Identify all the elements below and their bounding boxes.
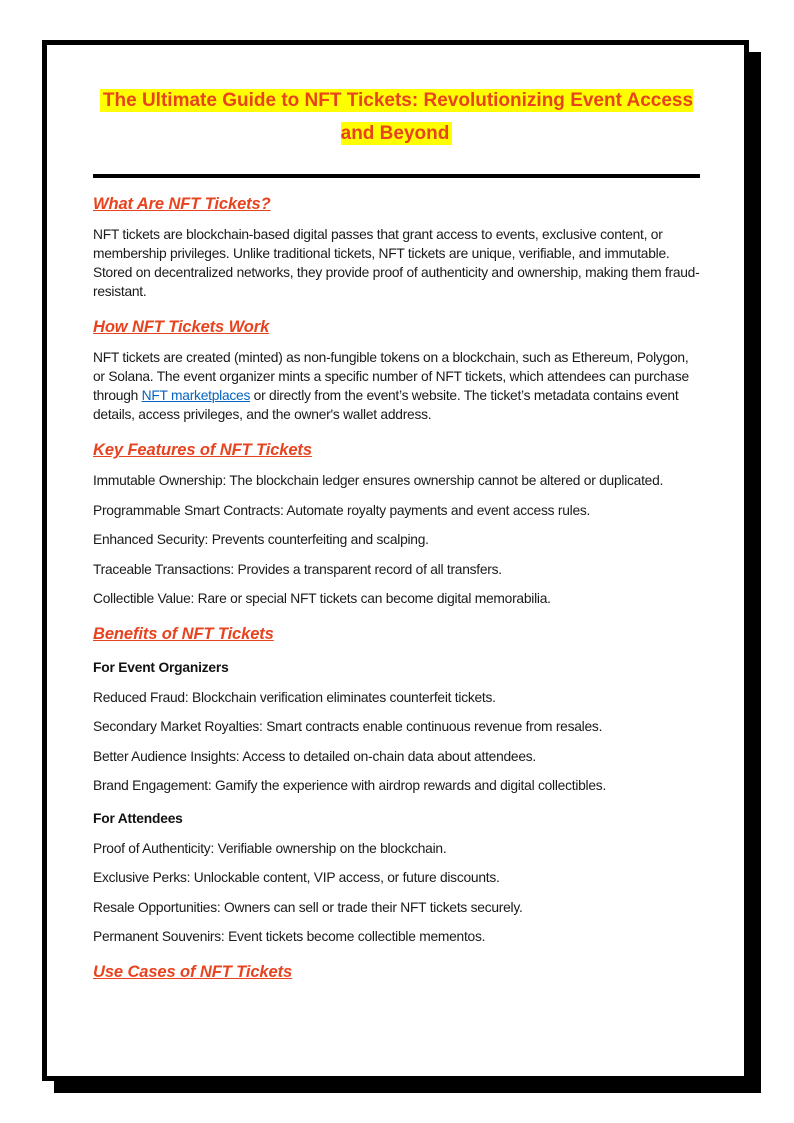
organizer-benefit-item: Secondary Market Royalties: Smart contracts enable continuous revenue from resales. <box>93 719 603 735</box>
document-title <box>93 85 700 150</box>
key-feature-item: Immutable Ownership: The blockchain ledger ensures ownership cannot be altered or duplicated. <box>93 473 664 489</box>
attendee-benefit-item: Exclusive Perks: Unlockable content, VIP access, or future discounts. <box>93 870 500 886</box>
how-work-text-after-link: or directly from the event’s website. The ticket’s metadata contains event details, access privileges, and the owner's wallet address. <box>93 388 679 423</box>
heading-benefits: Benefits of NFT Tickets <box>93 625 274 644</box>
key-feature-item: Traceable Transactions: Provides a transparent record of all transfers. <box>93 561 502 577</box>
heading-use-cases: Use Cases of NFT Tickets <box>93 963 293 982</box>
double-rule-divider <box>93 174 700 178</box>
key-feature-item: Enhanced Security: Prevents counterfeiting and scalping. <box>93 532 429 548</box>
organizer-benefit-item: Reduced Fraud: Blockchain verification eliminates counterfeit tickets. <box>93 689 496 705</box>
paragraph-how-nft-tickets-work <box>93 348 700 424</box>
attendee-benefit-item: Proof of Authenticity: Verifiable ownership on the blockchain. <box>93 840 447 856</box>
page-border <box>42 40 749 1081</box>
organizer-benefit-item: Better Audience Insights: Access to detailed on-chain data about attendees. <box>93 748 536 764</box>
document-content <box>47 45 744 982</box>
organizer-benefit-item: Brand Engagement: Gamify the experience with airdrop rewards and digital collectibles. <box>93 778 607 794</box>
key-feature-item: Programmable Smart Contracts: Automate royalty payments and event access rules. <box>93 502 591 518</box>
paragraph-what-are-nft-tickets: NFT tickets are blockchain-based digital passes that grant access to events, exclusive content, or membership privileges. Unlike traditional tickets, NFT tickets are unique, verifiable, and immutable. Stored on decentralized networks, they provide proof of authenticity and ownership, making them fraud-resistant. <box>93 227 700 300</box>
title-highlight: The Ultimate Guide to NFT Tickets: Revolutionizing Event Access and Beyond <box>100 89 693 145</box>
attendee-benefit-item: Resale Opportunities: Owners can sell or trade their NFT tickets securely. <box>93 899 523 915</box>
key-feature-item: Collectible Value: Rare or special NFT tickets can become digital memorabilia. <box>93 591 551 607</box>
heading-what-are-nft-tickets: What Are NFT Tickets? <box>93 195 271 214</box>
attendee-benefit-item: Permanent Souvenirs: Event tickets become collectible mementos. <box>93 929 486 945</box>
heading-key-features: Key Features of NFT Tickets <box>93 441 312 460</box>
how-work-text-before-link: NFT tickets are created (minted) as non-fungible tokens on a blockchain, such as Ethereum, Polygon, or Solana. The event organizer mints a specific number of NFT tickets, which attendees can purchase through <box>93 350 689 404</box>
nft-marketplaces-link[interactable]: NFT marketplaces <box>141 388 251 404</box>
subheading-for-event-organizers: For Event Organizers <box>93 660 229 676</box>
heading-how-nft-tickets-work: How NFT Tickets Work <box>93 318 270 337</box>
subheading-for-attendees: For Attendees <box>93 811 183 827</box>
